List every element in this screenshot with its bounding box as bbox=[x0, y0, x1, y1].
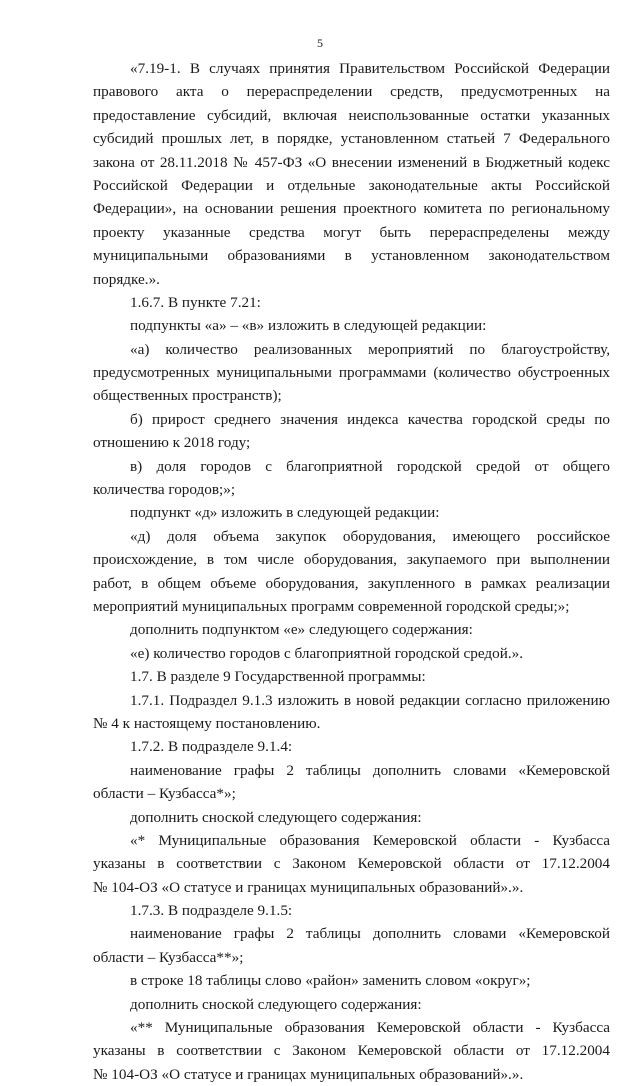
text-line: в строке 18 таблицы слово «район» заменить словом «округ»; bbox=[130, 972, 531, 990]
text-line: указаны в соответствии с Законом Кемеровской области от 17.12.2004 bbox=[93, 855, 610, 873]
text-line: 1.7.2. В подразделе 9.1.4: bbox=[130, 738, 293, 756]
text-line: № 104-ОЗ «О статусе и границах муниципальных образований».». bbox=[93, 878, 524, 896]
text-line: предусмотренных муниципальными программами (количество обустроенных bbox=[93, 364, 610, 382]
text-line: области – Кузбасса*»; bbox=[93, 785, 236, 803]
text-line: субсидий прошлых лет, в порядке, установленном статьей 7 Федерального bbox=[93, 130, 610, 148]
text-line: общественных пространств); bbox=[93, 387, 282, 405]
text-line: порядке.». bbox=[93, 270, 160, 288]
text-line: предоставление субсидий, включая неиспользованные остатки указанных bbox=[93, 106, 610, 124]
text-line: «** Муниципальные образования Кемеровской области - Кузбасса bbox=[130, 1019, 610, 1037]
text-line: Федерации», на основании решения проектного комитета по региональному bbox=[93, 200, 610, 218]
text-line: работ, в общем объеме оборудования, закупленного в рамках реализации bbox=[93, 574, 610, 592]
text-line: дополнить сноской следующего содержания: bbox=[130, 995, 422, 1013]
text-line: в) доля городов с благоприятной городской средой от общего bbox=[130, 457, 610, 475]
text-line: № 4 к настоящему постановлению. bbox=[93, 714, 321, 732]
text-line: № 104-ОЗ «О статусе и границах муниципальных образований».». bbox=[93, 1065, 524, 1083]
text-line: «а) количество реализованных мероприятий по благоустройству, bbox=[130, 340, 610, 358]
text-line: муниципальными образованиями в установленном законодательством bbox=[93, 247, 610, 265]
text-line: дополнить подпунктом «е» следующего содержания: bbox=[130, 621, 473, 639]
document-body bbox=[93, 57, 610, 1086]
text-line: подпункт «д» изложить в следующей редакции: bbox=[130, 504, 440, 522]
text-line: 1.7.1. Подраздел 9.1.3 изложить в новой редакции согласно приложению bbox=[130, 691, 610, 709]
text-line: «* Муниципальные образования Кемеровской области - Кузбасса bbox=[130, 831, 610, 849]
text-line: мероприятий муниципальных программ современной городской среды;»; bbox=[93, 597, 570, 615]
text-line: 1.7. В разделе 9 Государственной программы: bbox=[130, 668, 426, 686]
text-line: проекту указанные средства могут быть перераспределены между bbox=[93, 223, 610, 241]
text-line: правового акта о перераспределении средств, предусмотренных на bbox=[93, 83, 610, 101]
text-line: отношению к 2018 году; bbox=[93, 434, 251, 452]
text-line: «7.19-1. В случаях принятия Правительством Российской Федерации bbox=[130, 60, 610, 77]
text-line: 1.7.3. В подразделе 9.1.5: bbox=[130, 902, 293, 920]
text-line: указаны в соответствии с Законом Кемеровской области от 17.12.2004 bbox=[93, 1042, 610, 1060]
text-line: «д) доля объема закупок оборудования, имеющего российское bbox=[130, 527, 610, 545]
page-number: 5 bbox=[317, 36, 323, 50]
text-line: дополнить сноской следующего содержания: bbox=[130, 808, 422, 826]
text-line: 1.6.7. В пункте 7.21: bbox=[130, 293, 261, 311]
text-line: области – Кузбасса**»; bbox=[93, 948, 244, 966]
text-line: подпункты «а» – «в» изложить в следующей редакции: bbox=[130, 317, 487, 335]
text-line: закона от 28.11.2018 № 457-ФЗ «О внесении изменений в Бюджетный кодекс bbox=[93, 153, 610, 171]
text-line: происхождение, в том числе оборудования, закупаемого при выполнении bbox=[93, 551, 610, 569]
text-line: Российской Федерации и отдельные законодательные акты Российской bbox=[93, 176, 610, 194]
text-line: наименование графы 2 таблицы дополнить словами «Кемеровской bbox=[130, 925, 610, 943]
text-line: б) прирост среднего значения индекса качества городской среды по bbox=[130, 410, 610, 428]
text-line: «е) количество городов с благоприятной городской средой.». bbox=[130, 644, 524, 662]
text-line: количества городов;»; bbox=[93, 481, 236, 499]
text-line: наименование графы 2 таблицы дополнить словами «Кемеровской bbox=[130, 761, 610, 779]
